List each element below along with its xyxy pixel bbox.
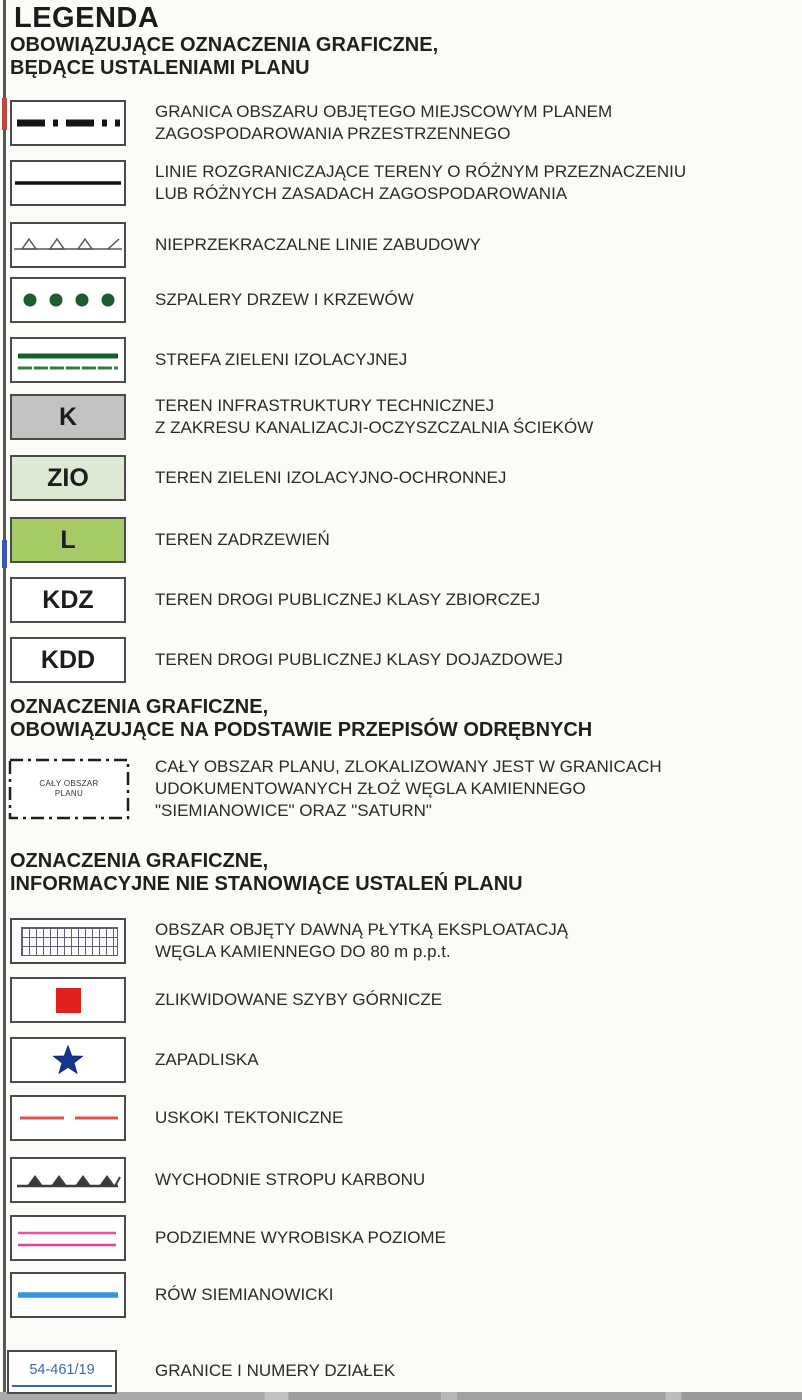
- plan-area-box-label: CAŁY OBSZAR PLANU: [39, 779, 99, 798]
- legend-label: PODZIEMNE WYROBISKA POZIOME: [155, 1228, 446, 1247]
- legend-label: USKOKI TEKTONICZNE: [155, 1108, 344, 1127]
- legend-label: TEREN DROGI PUBLICZNEJ KLASY DOJAZDOWEJ: [155, 650, 563, 669]
- fault-line-symbol: [10, 1095, 126, 1141]
- section-3-heading-line-1: OZNACZENIA GRAFICZNE,: [10, 850, 269, 872]
- parcel-boundary-line-icon: [12, 1385, 112, 1387]
- section-3-heading: [10, 850, 523, 896]
- legend-label: TEREN INFRASTRUKTURY TECHNICZNEJ Z ZAKRESU KANALIZACJI-OCZYSZCZALNIA ŚCIEKÓW: [155, 396, 594, 437]
- legend-title: LEGENDA: [14, 2, 160, 34]
- shaft-symbol: [10, 977, 126, 1023]
- section-2-heading-line-1: OZNACZENIA GRAFICZNE,: [10, 696, 269, 718]
- solid-line-icon: [12, 162, 124, 204]
- legend-label: CAŁY OBSZAR PLANU, ZLOKALIZOWANY JEST W GRANICACH UDOKUMENTOWANYCH ZŁOŻ WĘGLA KAMIENNEGO "SIEMIANOWICE" ORAZ "SATURN": [155, 757, 662, 820]
- tree-row-symbol: [10, 277, 126, 323]
- section-2-heading: [10, 696, 592, 742]
- legend-label: GRANICE I NUMERY DZIAŁEK: [155, 1361, 396, 1380]
- zio-area-swatch: [10, 455, 126, 501]
- blue-line-icon: [12, 1274, 124, 1316]
- kdz-area-swatch: [10, 577, 126, 623]
- plan-boundary-symbol: [10, 100, 126, 146]
- section-1-heading-line-1: OBOWIĄZUJĄCE OZNACZENIA GRAFICZNE,: [10, 34, 439, 56]
- parcel-number-label: 54-461/19: [29, 1362, 95, 1378]
- ditch-line-symbol: [10, 1272, 126, 1318]
- green-zone-symbol: [10, 337, 126, 383]
- legend-label: OBSZAR OBJĘTY DAWNĄ PŁYTKĄ EKSPLOATACJĄ WĘGLA KAMIENNEGO DO 80 m p.p.t.: [155, 920, 569, 961]
- workings-lines-symbol: [10, 1215, 126, 1261]
- legend-label: TEREN ZADRZEWIEŃ: [155, 530, 330, 549]
- kdd-area-swatch: [10, 637, 126, 683]
- legend-label: TEREN DROGI PUBLICZNEJ KLASY ZBIORCZEJ: [155, 590, 541, 609]
- dash-dot-line-icon: [12, 102, 124, 144]
- scan-bottom-edge: [0, 1392, 802, 1400]
- scan-edge-red-mark: [2, 98, 7, 130]
- grid-hatch-icon: [21, 927, 118, 956]
- legend-label: GRANICA OBSZARU OBJĘTEGO MIEJSCOWYM PLANEM ZAGOSPODAROWANIA PRZESTRZENNEGO: [155, 102, 613, 143]
- legend-label: RÓW SIEMIANOWICKI: [155, 1285, 334, 1304]
- l-swatch-label: L: [60, 525, 76, 554]
- mining-grid-symbol: [10, 918, 126, 964]
- k-area-swatch: [10, 394, 126, 440]
- legend-label: ZAPADLISKA: [155, 1050, 259, 1069]
- outcrop-line-symbol: [10, 1157, 126, 1203]
- double-green-line-icon: [12, 339, 124, 381]
- kdz-swatch-label: KDZ: [42, 585, 94, 614]
- legend-label: SZPALERY DRZEW I KRZEWÓW: [155, 290, 414, 309]
- legend-label: TEREN ZIELENI IZOLACYJNO-OCHRONNEJ: [155, 468, 507, 487]
- pink-double-line-icon: [12, 1217, 124, 1259]
- section-3-heading-line-2: INFORMACYJNE NIE STANOWIĄCE USTALEŃ PLANU: [10, 873, 523, 895]
- zio-swatch-label: ZIO: [47, 463, 89, 492]
- blue-star-icon: [12, 1039, 124, 1081]
- dividing-line-symbol: [10, 160, 126, 206]
- building-line-symbol: [10, 222, 126, 268]
- sinkhole-symbol: [10, 1037, 126, 1083]
- red-dashed-line-icon: [12, 1097, 124, 1139]
- legend-label: LINIE ROZGRANICZAJĄCE TERENY O RÓŻNYM PRZEZNACZENIU LUB RÓŻNYCH ZASADACH ZAGOSPODAROWANIA: [155, 162, 687, 203]
- kdd-swatch-label: KDD: [40, 645, 96, 674]
- legend-label: WYCHODNIE STROPU KARBONU: [155, 1170, 426, 1189]
- legend-label: NIEPRZEKRACZALNE LINIE ZABUDOWY: [155, 235, 481, 254]
- l-area-swatch: [10, 517, 126, 563]
- bumpy-line-icon: [12, 1159, 124, 1201]
- red-square-icon: [56, 988, 81, 1013]
- section-2-heading-line-2: OBOWIĄZUJĄCE NA PODSTAWIE PRZEPISÓW ODRĘBNYCH: [10, 719, 593, 741]
- parcel-number-box: [7, 1350, 117, 1394]
- scan-edge-blue-mark: [2, 540, 7, 568]
- green-dots-icon: [12, 279, 124, 321]
- k-swatch-label: K: [58, 402, 78, 431]
- legend-label: STREFA ZIELENI IZOLACYJNEJ: [155, 350, 408, 369]
- section-1-heading: [10, 34, 438, 80]
- section-1-heading-line-2: BĘDĄCE USTALENIAMI PLANU: [10, 57, 310, 79]
- triangle-line-icon: [12, 224, 124, 266]
- legend-label: ZLIKWIDOWANE SZYBY GÓRNICZE: [155, 990, 443, 1009]
- scan-edge-line: [3, 0, 6, 1400]
- plan-area-dashed-box: [8, 758, 130, 820]
